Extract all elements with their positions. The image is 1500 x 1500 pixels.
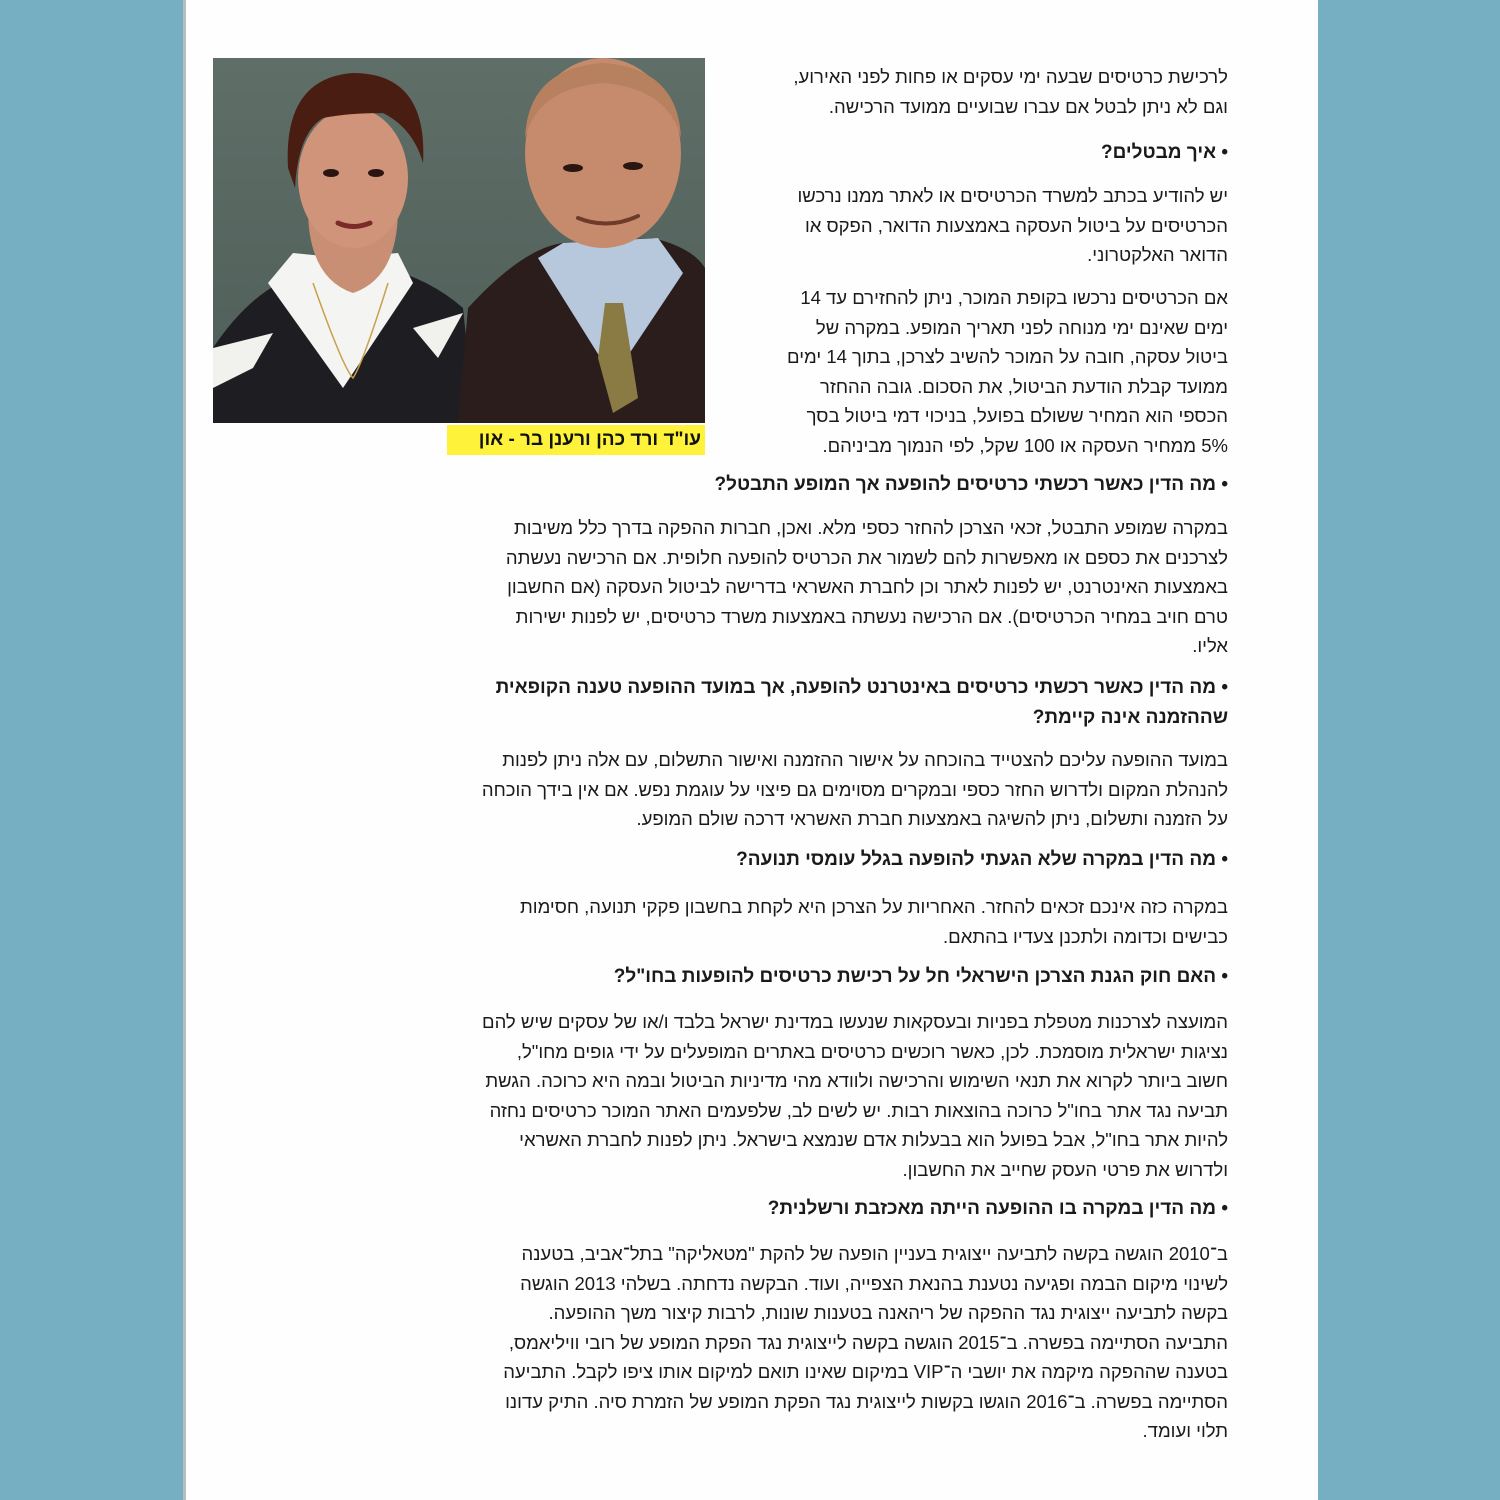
text-line: הדואר האלקטרוני. <box>1087 244 1228 265</box>
text-line: טרם חויב במחיר הכרטיסים). אם הרכישה נעשתה באמצעות משרד כרטיסים, יש לפנות ישירות <box>515 605 1228 627</box>
text-line: להיות אתר בחו"ל, אבל בפועל הוא בבעלות אדם שנמצא בישראל. ניתן לפנות לחברת האשראי <box>519 1129 1228 1150</box>
text-line: במקרה כזה אינכם זכאים להחזר. האחריות על הצרכן היא לקחת בחשבון פקקי תנועה, חסימות <box>519 896 1228 917</box>
text-line: על הזמנה ותשלום, ניתן להשיגה באמצעות חברת האשראי דרכה שולם המופע. <box>636 808 1228 829</box>
text-line: אם הכרטיסים נרכשו בקופת המוכר, ניתן להחזירם עד 14 <box>800 287 1228 308</box>
text-line: ב־2010 הוגשה בקשה לתביעה ייצוגית בעניין הופעה של להקת "מטאליקה" בתל־אביב, בטענה <box>521 1243 1228 1264</box>
section-paragraph <box>720 181 1228 270</box>
text-line: לצרכנים את כספם או מאפשרות להם לשמור את הכרטיס להופעה חלופית. אם הרכישה נעשתה <box>505 546 1228 568</box>
heading-line: • מה הדין כאשר רכשתי כרטיסים באינטרנט להופעה, אך במועד ההופעה טענה הקופאית <box>400 673 1228 703</box>
portrait-illustration <box>213 58 705 423</box>
text-line: יש להודיע בכתב למשרד הכרטיסים או לאתר ממנו נרכשו <box>797 185 1228 206</box>
text-line: לשינוי מיקום הבמה ופגיעה נטענת בהנאת הצפייה, ועוד. הבקשה נדחתה. בשלהי 2013 הוגשה <box>520 1272 1228 1294</box>
text-line: נציגות ישראלית מוסמכת. לכן, כאשר רוכשים כרטיסים באתרים המופעלים על ידי גופים מחו"ל, <box>516 1040 1228 1062</box>
text-line: חשוב ביותר לקרוא את תנאי השימוש והרכישה ולוודא מהי מדיניות הביטול ובמה היא כרוכה. הגשת <box>485 1070 1228 1091</box>
section-heading-abroad: • האם חוק הגנת הצרכן הישראלי חל על רכישת כרטיסים להופעות בחו"ל? <box>400 962 1228 992</box>
section-heading-disappointing-show: • מה הדין במקרה בו ההופעה הייתה מאכזבת ורשלנית? <box>400 1194 1228 1224</box>
heading-line: שההזמנה אינה קיימת? <box>1032 706 1228 728</box>
text-line: הכרטיסים על ביטול העסקה באמצעות הדואר, הפקס או <box>804 214 1228 236</box>
section-paragraph <box>710 283 1228 460</box>
text-line: תביעה נגד אתר בחו"ל כרוכה בהוצאות רבות. יש לשים לב, שלפעמים האתר המוכר כרטיסים נחזה <box>489 1099 1228 1121</box>
text-line: במועד ההופעה עליכם להצטייד בהוכחה על אישור ההזמנה ואישור התשלום, עם אלה ניתן לפנות <box>502 749 1228 770</box>
section-heading-order-not-found <box>400 673 1228 732</box>
section-paragraph <box>395 892 1228 951</box>
section-heading-how-to-cancel: • איך מבטלים? <box>720 138 1228 168</box>
text-line: ממועד קבלת הודעת הביטול, את הסכום. גובה ההחזר <box>820 375 1228 397</box>
text-line: הכספי הוא המחיר ששולם בפועל, בניכוי דמי ביטול בסך <box>806 405 1228 426</box>
text-line: ביטול עסקה, חובה על המוכר להשיב לצרכן, בתוך 14 ימים <box>787 346 1228 367</box>
section-paragraph <box>395 745 1228 834</box>
text-line: במקרה שמופע התבטל, זכאי הצרכן להחזר כספי מלא. ואכן, חברות ההפקה בדרך כלל משיבות <box>513 517 1228 538</box>
text-line: המועצה לצרכנות מטפלת בפניות ובעסקאות שנעשו במדינת ישראל בלבד ו/או של עסקים שיש להם <box>482 1011 1228 1032</box>
intro-text <box>720 62 1228 121</box>
text-line: הסתיימה בפשרה. ב־2016 הוגשו בקשות לייצוגית נגד הפקת המופע של הזמרת סיה. התיק עדונו <box>505 1390 1228 1412</box>
text-line: אליו. <box>1192 635 1228 656</box>
text-line: באמצעות האינטרנט, יש לפנות לאתר וכן לחברת האשראי בדרישה לביטול העסקה (אם החשבון <box>507 576 1228 597</box>
text-line: כבישים וכדומה ולתכנן צעדיו בהתאם. <box>943 925 1228 947</box>
text-line: התביעה הסתיימה בפשרה. ב־2015 הוגשה בקשה לייצוגית נגד הפקת המופע של רובי וויליאמס, <box>508 1331 1228 1353</box>
text-line: תלוי ועומד. <box>1142 1420 1228 1441</box>
section-paragraph <box>395 1239 1228 1446</box>
text-line: לרכישת כרטיסים שבעה ימי עסקים או פחות לפני האירוע, <box>793 66 1228 87</box>
text-line: ימים שאינם ימי מנוחה לפני תאריך המופע. במקרה של <box>815 316 1228 338</box>
lawyers-photo <box>213 58 705 423</box>
text-line: להנהלת המקום ולדרוש החזר כספי ובמקרים מסוימים גם פיצוי על עוגמת נפש. אם אין בידך הוכחה <box>481 778 1228 800</box>
text-line: וגם לא ניתן לבטל אם עברו שבועיים ממועד הרכישה. <box>828 95 1228 117</box>
text-line: ולדרוש את פרטי העסק שחייב את החשבון. <box>902 1158 1228 1180</box>
section-paragraph <box>395 1007 1228 1184</box>
text-line: 5% ממחיר העסקה או 100 שקל, לפי הנמוך מביניהם. <box>822 434 1228 456</box>
section-paragraph <box>395 513 1228 661</box>
photo-caption: עו"ד ורד כהן ורענן בר - און <box>447 425 705 455</box>
section-heading-show-cancelled: • מה הדין כאשר רכשתי כרטיסים להופעה אך המופע התבטל? <box>400 470 1228 500</box>
text-line: בקשה לתביעה ייצוגית נגד ההפקה של ריהאנה בטענות שונות, לרבות קיצור משך ההופעה. <box>548 1302 1228 1323</box>
section-heading-traffic: • מה הדין במקרה שלא הגעתי להופעה בגלל עומסי תנועה? <box>400 845 1228 875</box>
text-line: בטענה שההפקה מיקמה את יושבי ה־VIP במיקום שאינו תואם למיקום אותו ציפו לקבל. התביעה <box>503 1361 1228 1382</box>
